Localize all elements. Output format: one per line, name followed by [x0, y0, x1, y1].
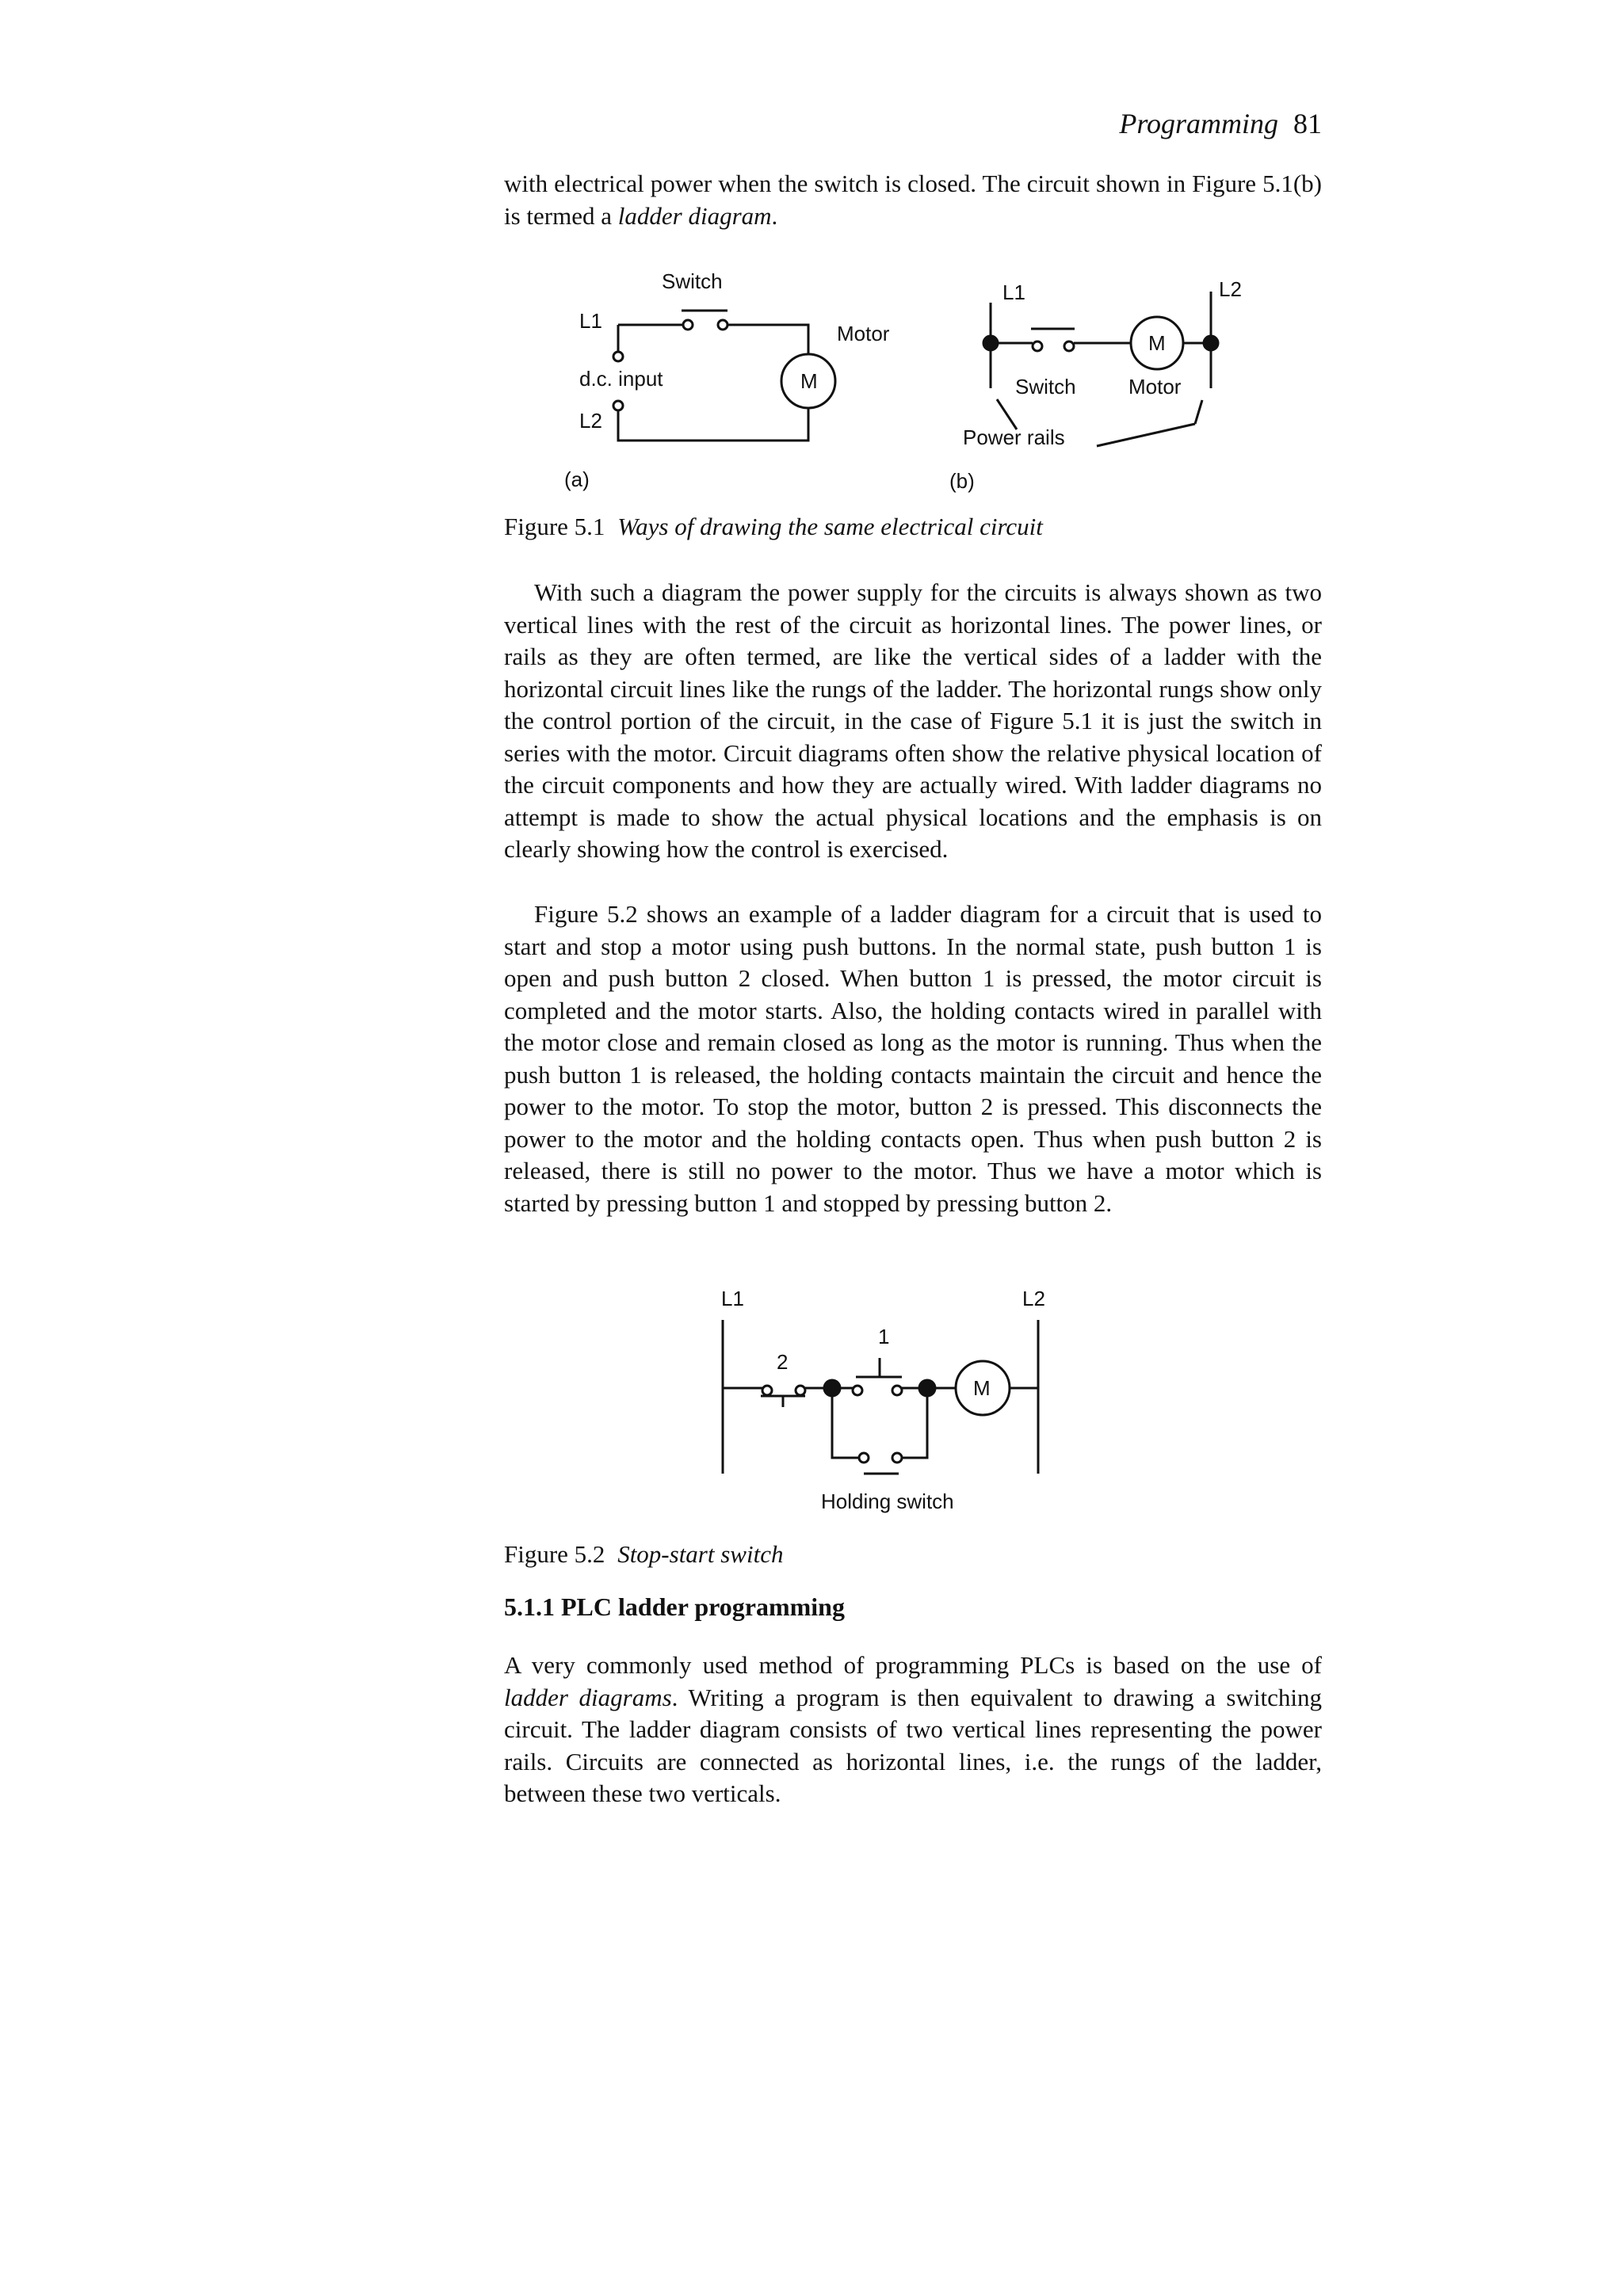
label-b-motor: Motor: [1128, 375, 1182, 399]
label-button-2: 2: [777, 1350, 789, 1374]
circuit-a-switch-contact-left: [683, 320, 693, 330]
body-paragraph-2: Figure 5.2 shows an example of a ladder diagram for a circuit that is used to start and stop a motor using push buttons. In the normal state, push button 1 is open and push button 2 closed. When button 1 is pressed, the motor circuit is completed and the motor starts. Also, the holding contacts wired in parallel with the motor close and remain closed as long as the motor is running. Thus when the push button 1 is released, the holding contacts maintain the circuit and hence the power to the motor. To stop the motor, button 2 is pressed. This disconnects the power to the motor and the holding contacts open. Thus when push button 2 is released, there is still no power to the motor. Thus we have a motor which is started by pressing button 1 and stopped by pressing button 2.: [504, 900, 1322, 1217]
figure-5-1: [0, 0, 1623, 555]
figure-5-2-label: Figure 5.2: [504, 1540, 605, 1568]
label-b-l1: L1: [1002, 280, 1025, 304]
start-button-contact-right: [892, 1386, 902, 1395]
figure-5-2-caption: [504, 1539, 783, 1570]
figure-5-1-caption: [504, 511, 1043, 543]
label-a-l1: L1: [579, 309, 602, 333]
section-heading: 5.1.1 PLC ladder programming: [504, 1592, 845, 1621]
circuit-a-switch-contact-right: [718, 320, 727, 330]
label-motor-m: M: [973, 1376, 991, 1400]
holding-contact-right: [892, 1453, 902, 1463]
figure-5-1-label: Figure 5.1: [504, 513, 605, 540]
label-l2: L2: [1022, 1287, 1045, 1310]
power-rails-pointer-right-a: [1097, 424, 1195, 446]
circuit-a-input-terminal-bottom: [613, 401, 623, 410]
label-holding-switch: Holding switch: [821, 1489, 954, 1513]
figure-5-2-title: Stop-start switch: [617, 1540, 784, 1568]
label-a-input: d.c. input: [579, 367, 663, 391]
circuit-a-wire-right-bottom: [618, 408, 808, 441]
stop-button-contact-right: [796, 1386, 805, 1395]
ladder-diagram-term: ladder diagram: [617, 201, 772, 230]
figure-5-2: [0, 1268, 1623, 1537]
ladder-b-switch-contact-right: [1064, 341, 1074, 351]
power-rails-pointer-right-b: [1195, 400, 1202, 424]
body-paragraph-3: A very commonly used method of programming PLCs is based on the use of ladder diagrams. Writing a program is then equivalent to drawing a switching circuit. The ladder diagram consists of two vertical lines representing the power rails. Circuits are connected as horizontal lines, i.e. the rungs of the ladder, between these two verticals.: [504, 1651, 1322, 1807]
intro-paragraph: with electrical power when the switch is closed. The circuit shown in Figure 5.1(b) is termed a ladder diagram.: [504, 170, 1322, 230]
ladder-diagrams-term: ladder diagrams: [504, 1683, 672, 1711]
figure-5-1-title: Ways of drawing the same electrical circuit: [617, 513, 1043, 540]
label-b-l2: L2: [1219, 277, 1242, 301]
label-a-panel: (a): [564, 467, 590, 491]
stop-button-contact-left: [762, 1386, 772, 1395]
label-a-l2: L2: [579, 409, 602, 433]
label-button-1: 1: [878, 1325, 890, 1348]
holding-contact-left: [859, 1453, 869, 1463]
label-a-motor: Motor: [837, 322, 890, 345]
label-a-switch: Switch: [662, 269, 723, 293]
label-l1: L1: [721, 1287, 744, 1310]
circuit-a-input-terminal-top: [613, 352, 623, 361]
running-head-title: Programming: [1119, 108, 1278, 139]
holding-branch-right: [902, 1388, 927, 1458]
ladder-b-switch-contact-left: [1033, 341, 1042, 351]
holding-branch-left: [832, 1388, 859, 1458]
label-b-panel: (b): [949, 469, 975, 493]
label-b-m: M: [1148, 331, 1166, 355]
circuit-a-wire-top-right: [727, 325, 808, 354]
label-a-m: M: [800, 369, 818, 393]
label-b-rails: Power rails: [963, 425, 1065, 449]
label-b-switch: Switch: [1015, 375, 1076, 399]
start-button-contact-left: [853, 1386, 862, 1395]
page-number: 81: [1293, 108, 1322, 139]
body-paragraph-1: With such a diagram the power supply for the circuits is always shown as two vertical lines with the rest of the circuit as horizontal lines. The power lines, or rails as they are often termed, are like the vertical sides of a ladder with the horizontal circuit lines like the rungs of the ladder. The horizontal rungs show only the control portion of the circuit, in the case of Figure 5.1 it is just the switch in series with the motor. Circuit diagrams often show the relative physical location of the circuit components and how they are actually wired. With ladder diagrams no attempt is made to show the actual physical locations and the emphasis is on clearly showing how the control is exercised.: [504, 578, 1322, 863]
